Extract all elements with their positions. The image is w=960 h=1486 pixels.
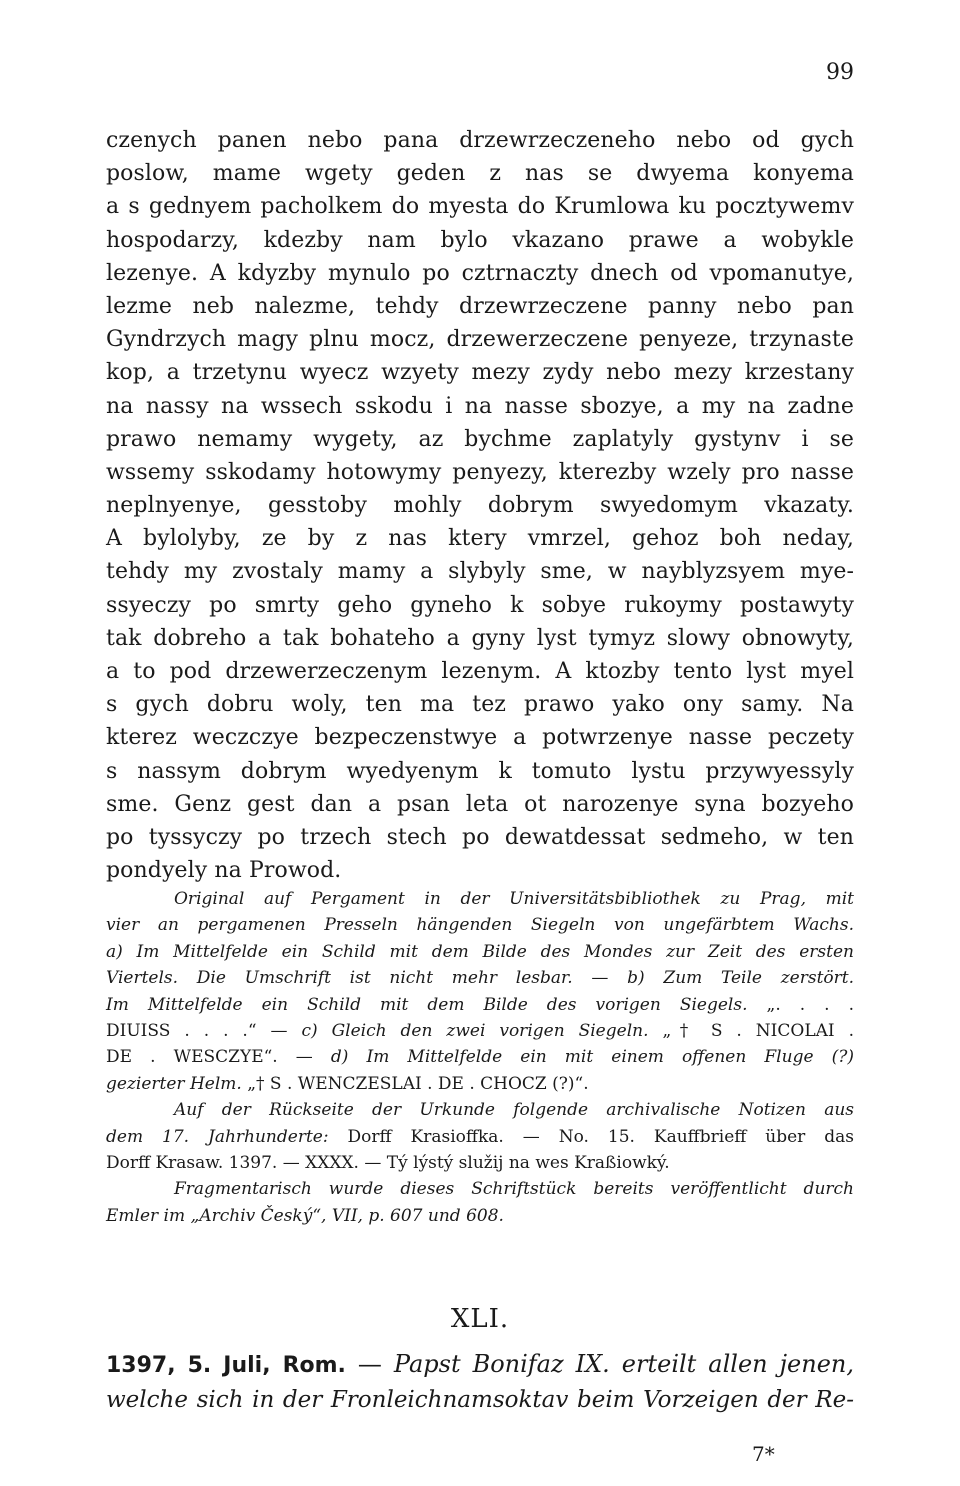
page-number: 99 xyxy=(826,60,854,85)
text-line: A bylolyby, ze by z nas ktery vmrzel, gehoz boh neday, xyxy=(106,526,854,552)
regest-line xyxy=(106,1346,854,1382)
regest-line: welche sich in der Fronleichnamsoktav beim Vorzeigen der Re- xyxy=(106,1387,854,1413)
text-line: prawo nemamy wygety, az bychme zaplatyly gystynv i se xyxy=(106,426,854,452)
text-line: tak dobreho a tak bohateho a gyny lyst tymyz slowy obnowyty, xyxy=(106,625,854,651)
note-line: Dorff Krasaw. 1397. — XXXX. — Tý lýstý služij na wes Kraßiowký. xyxy=(106,1152,670,1173)
text-line: kterez weczczye bezpeczenstwye a potwrzenye nasse peczety xyxy=(106,725,854,751)
note-line xyxy=(106,1044,854,1070)
note-segment: c) Gleich den zwei vorigen Siegeln. xyxy=(301,1020,649,1041)
note-segment: Viertels. Die Umschrift ist nicht mehr lesbar. xyxy=(106,968,573,989)
text-line: Gyndrzych magy plnu mocz, drzewerzeczene penyeze, trzynaste xyxy=(106,327,854,353)
regest-text: Papst Bonifaz IX. erteilt allen jenen, xyxy=(393,1350,854,1378)
text-line: a to pod drzewerzeczenym lezenym. A ktozby tento lyst myel xyxy=(106,659,854,684)
text-line: na nassy na wssech sskodu i na nasse sbozye, a my na zadne xyxy=(106,393,854,419)
regest-dash: — xyxy=(345,1350,394,1378)
text-line: kop, a trzetynu wyecz wzyety mezy zydy nebo mezy krzestany xyxy=(106,360,854,386)
text-line: lezme neb nalezme, tehdy drzewrzeczene panny nebo pan xyxy=(106,293,854,319)
note-segment: „† S . WENCZESLAI . DE . CHOCZ (?)“. xyxy=(241,1073,589,1094)
note-line xyxy=(106,1071,854,1097)
note-line xyxy=(106,992,854,1018)
text-line: poslow, mame wgety geden z nas se dwyema konyema xyxy=(106,161,854,187)
note-segment: DE . WESCZYE“. — xyxy=(106,1047,331,1068)
note-line: Auf der Rückseite der Urkunde folgende archivalische Notizen aus xyxy=(174,1100,854,1121)
text-line: a s gednyem pacholkem do myesta do Krumlowa ku pocztywemv xyxy=(106,194,854,220)
note-segment: b) Zum Teile zerstört. xyxy=(627,968,855,989)
note-segment: dem 17. Jahrhunderte: xyxy=(106,1126,329,1147)
note-line xyxy=(106,1124,854,1150)
regest xyxy=(106,1346,854,1418)
note-segment: Dorff Krasioffka. — No. 15. Kauffbrieff über das xyxy=(328,1126,855,1147)
note-segment: — xyxy=(572,968,628,989)
note-line: a) Im Mittelfelde ein Schild mit dem Bilde des Mondes zur Zeit des ersten xyxy=(106,941,854,962)
text-line: pondyely na Prowod. xyxy=(106,858,342,884)
document-number-heading: XLI. xyxy=(450,1304,510,1334)
text-line: po tyssyczy po trzech stech po dewatdessat sedmeho, w ten xyxy=(106,824,854,850)
text-line: s nassym dobrym wyedyenym k tomuto lystu przywyessyly xyxy=(106,758,854,784)
note-line: Original auf Pergament in der Universitätsbibliothek zu Prag, mit xyxy=(174,889,854,909)
regest-date: 1397, 5. Juli, Rom. xyxy=(106,1353,346,1378)
note-line: Fragmentarisch wurde dieses Schriftstück bereits veröffentlicht durch xyxy=(174,1179,854,1200)
note-segment: „. . . . xyxy=(747,994,854,1015)
text-line: sme. Genz gest dan a psan leta ot narozenye syna bozyeho xyxy=(106,791,854,817)
note-line: vier an pergamenen Presseln hängenden Siegeln von ungefärbtem Wachs. xyxy=(106,915,854,936)
text-line: ssyeczy po smrty geho gyneho k sobye rukoymy postawyty xyxy=(106,592,854,618)
note-segment: DIUISS . . . .“ — xyxy=(106,1020,302,1041)
text-line: s gych dobru woly, ten ma tez prawo yako ony samy. Na xyxy=(106,692,854,718)
text-line: tehdy my zvostaly mamy a slybyly sme, w nayblyzsyem mye- xyxy=(106,559,854,585)
text-line: lezenye. A kdyzby mynulo po cztrnaczty dnech od vpomanutye, xyxy=(106,260,854,286)
note-segment: „† S . NICOLAI . xyxy=(648,1020,854,1041)
note-line: Emler im „Archiv Český“, VII, p. 607 und 608. xyxy=(106,1205,504,1226)
text-line: wssemy sskodamy hotowymy penyezy, kterezby wzely pro nasse xyxy=(106,459,854,485)
text-line: neplnyenye, gesstoby mohly dobrym swyedomym vkazaty. xyxy=(106,493,854,519)
note-segment: Im Mittelfelde ein Schild mit dem Bilde des vorigen Siegels. xyxy=(106,994,748,1015)
signature-mark: 7* xyxy=(752,1442,775,1466)
note-segment: gezierter Helm. xyxy=(106,1073,242,1094)
editorial-notes xyxy=(106,886,854,1229)
note-segment: d) Im Mittelfelde ein mit einem offenen Fluge (?) xyxy=(330,1047,854,1068)
text-line: czenych panen nebo pana drzewrzeczeneho nebo od gych xyxy=(106,128,854,153)
note-line xyxy=(106,1018,854,1044)
text-line: hospodarzy, kdezby nam bylo vkazano prawe a wobykle xyxy=(106,227,854,253)
note-line xyxy=(106,965,854,991)
charter-text xyxy=(106,124,854,887)
